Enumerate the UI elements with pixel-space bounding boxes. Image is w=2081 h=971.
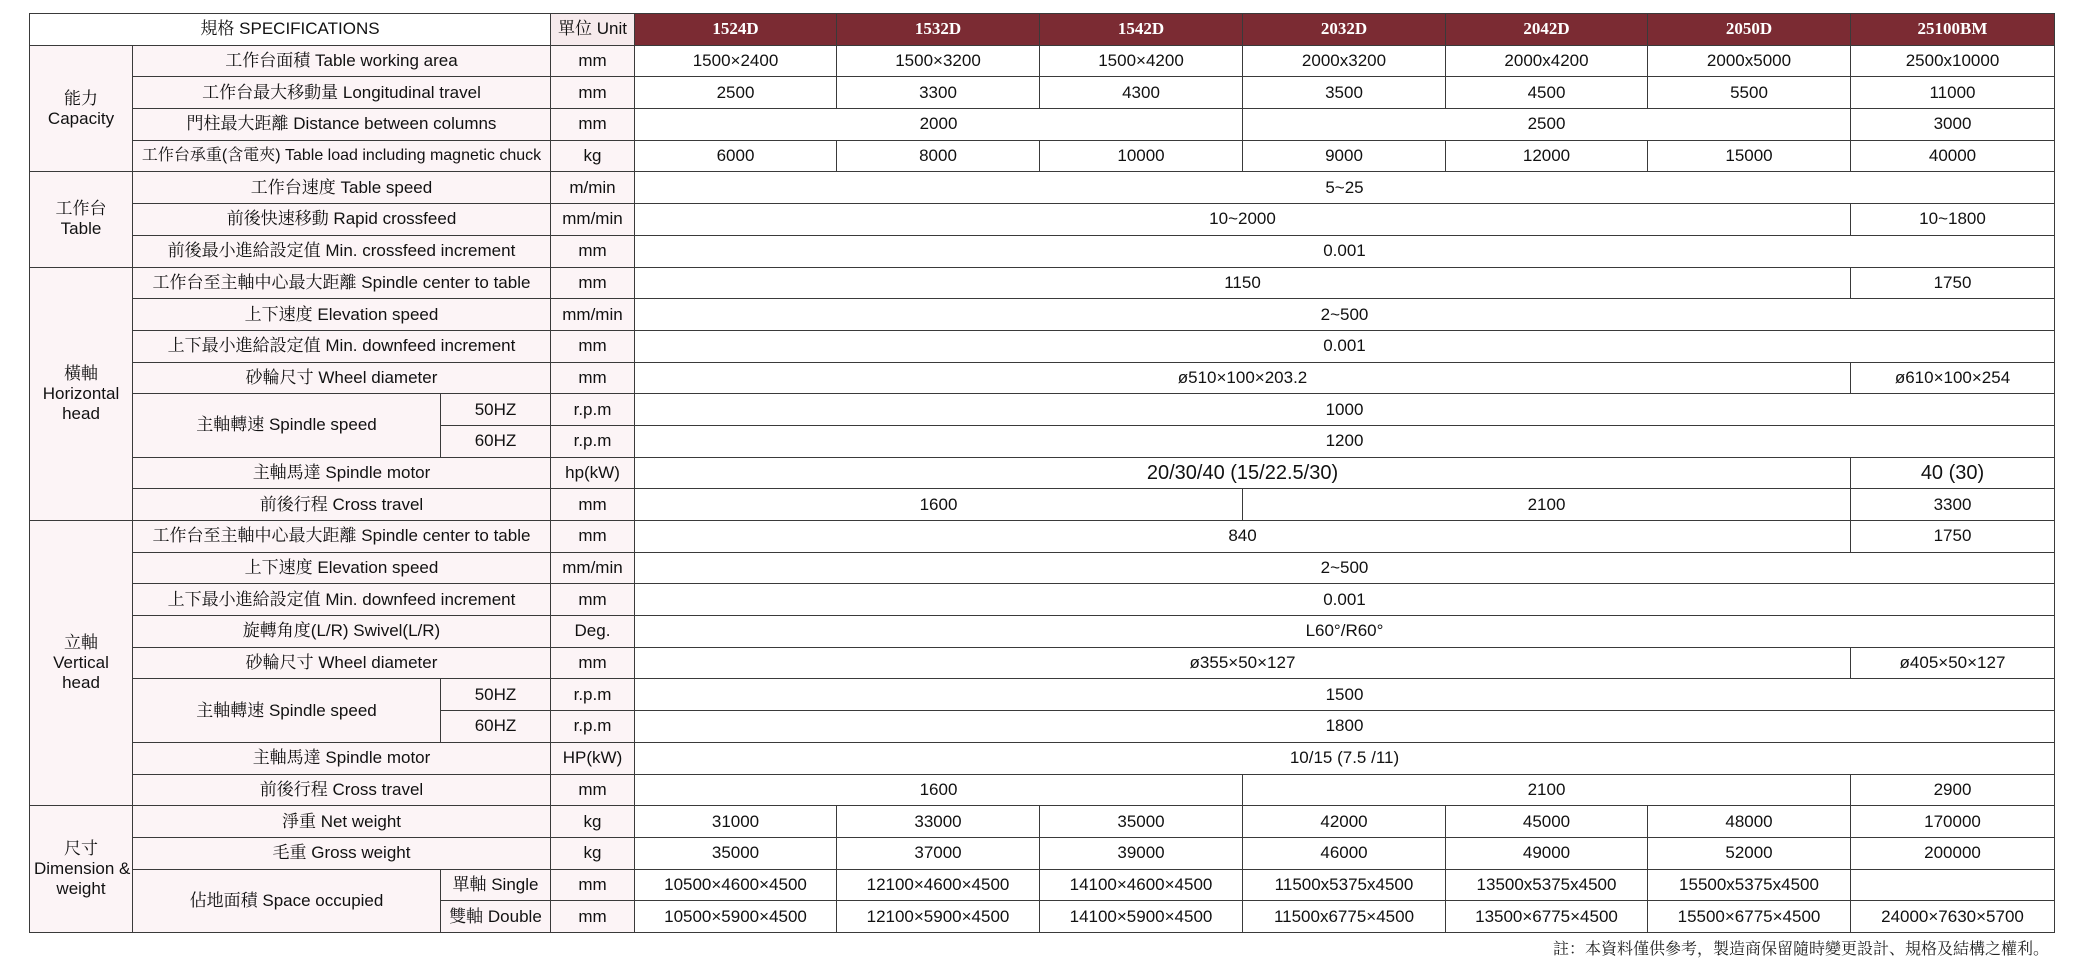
value-cell: 12100×4600×4500 (837, 869, 1040, 901)
value-cell: 12000 (1446, 140, 1648, 172)
row-h-cross-travel (30, 489, 2055, 521)
value-cell: 0.001 (635, 584, 2055, 616)
value-cell: 14100×4600×4500 (1040, 869, 1243, 901)
value-cell (1851, 869, 2055, 901)
value-cell: 2000x3200 (1243, 45, 1446, 77)
value-cell: 10~2000 (635, 204, 1851, 236)
value-cell: 1600 (635, 774, 1243, 806)
value-cell: 37000 (837, 837, 1040, 869)
value-cell: 20/30/40 (15/22.5/30) (635, 457, 1851, 489)
value-cell: 2~500 (635, 552, 2055, 584)
footnote: 註：本資料僅供參考，製造商保留隨時變更設計、規格及結構之權利。 (1552, 941, 2049, 958)
unit-cell: mm (551, 584, 635, 616)
label-distance-columns: 門柱最大距離 Distance between columns (133, 109, 551, 141)
row-v-elevation (30, 552, 2055, 584)
unit-cell: mm/min (551, 552, 635, 584)
row-v-swivel (30, 616, 2055, 648)
row-h-min-downfeed (30, 330, 2055, 362)
label-spindle-center: 工作台至主軸中心最大距離 Spindle center to table (133, 521, 551, 553)
value-cell: 10/15 (7.5 /11) (635, 742, 2055, 774)
specifications-table (29, 13, 2055, 933)
value-cell: 3000 (1851, 109, 2055, 141)
row-h-wheel (30, 362, 2055, 394)
value-cell: 10~1800 (1851, 204, 2055, 236)
header-row (30, 14, 2055, 46)
value-cell: 35000 (635, 837, 837, 869)
sub-single: 單軸 Single (441, 869, 551, 901)
group-capacity: 能力 Capacity (30, 45, 133, 172)
value-cell: ø355×50×127 (635, 647, 1851, 679)
row-gross-weight (30, 837, 2055, 869)
label-swivel: 旋轉角度(L/R) Swivel(L/R) (133, 616, 551, 648)
unit-cell: m/min (551, 172, 635, 204)
value-cell: 10500×4600×4500 (635, 869, 837, 901)
value-cell: ø610×100×254 (1851, 362, 2055, 394)
label-rapid-crossfeed: 前後快速移動 Rapid crossfeed (133, 204, 551, 236)
value-cell: 35000 (1040, 806, 1243, 838)
row-h-motor (30, 457, 2055, 489)
value-cell: 49000 (1446, 837, 1648, 869)
model-1542d: 1542D (1040, 14, 1243, 46)
unit-cell: mm/min (551, 204, 635, 236)
value-cell: 0.001 (635, 235, 2055, 267)
value-cell: 2000x4200 (1446, 45, 1648, 77)
row-min-crossfeed (30, 235, 2055, 267)
label-spindle-speed: 主軸轉速 Spindle speed (133, 394, 441, 457)
value-cell: 5~25 (635, 172, 2055, 204)
value-cell: 2100 (1243, 489, 1851, 521)
unit-cell: kg (551, 837, 635, 869)
unit-cell: mm (551, 77, 635, 109)
value-cell: 5500 (1648, 77, 1851, 109)
value-cell: 15000 (1648, 140, 1851, 172)
unit-cell: mm (551, 109, 635, 141)
sub-50hz: 50HZ (441, 679, 551, 711)
unit-cell: mm (551, 330, 635, 362)
row-space-single (30, 869, 2055, 901)
value-cell: 2500 (635, 77, 837, 109)
row-rapid-crossfeed (30, 204, 2055, 236)
value-cell: 15500×6775×4500 (1648, 901, 1851, 933)
value-cell: 13500x5375x4500 (1446, 869, 1648, 901)
group-horizontal-head: 橫軸 Horizontal head (30, 267, 133, 521)
value-cell: 15500x5375x4500 (1648, 869, 1851, 901)
model-1532d: 1532D (837, 14, 1040, 46)
label-elevation-speed: 上下速度 Elevation speed (133, 552, 551, 584)
value-cell: 42000 (1243, 806, 1446, 838)
unit-cell: mm (551, 901, 635, 933)
unit-cell: mm (551, 489, 635, 521)
row-v-min-downfeed (30, 584, 2055, 616)
value-cell: 1800 (635, 711, 2055, 743)
value-cell: 1150 (635, 267, 1851, 299)
value-cell: 48000 (1648, 806, 1851, 838)
value-cell: 1500×2400 (635, 45, 837, 77)
unit-cell: Deg. (551, 616, 635, 648)
value-cell: 2900 (1851, 774, 2055, 806)
unit-cell: mm/min (551, 299, 635, 331)
value-cell: 2~500 (635, 299, 2055, 331)
label-cross-travel: 前後行程 Cross travel (133, 489, 551, 521)
unit-cell: mm (551, 869, 635, 901)
unit-cell: mm (551, 521, 635, 553)
label-wheel-diameter: 砂輪尺寸 Wheel diameter (133, 362, 551, 394)
row-net-weight (30, 806, 2055, 838)
value-cell: 13500×6775×4500 (1446, 901, 1648, 933)
row-v-spindle-speed-50 (30, 679, 2055, 711)
value-cell: 11500x5375x4500 (1243, 869, 1446, 901)
label-table-speed: 工作台速度 Table speed (133, 172, 551, 204)
value-cell: 3300 (1851, 489, 2055, 521)
value-cell: 2500x10000 (1851, 45, 2055, 77)
value-cell: L60°/R60° (635, 616, 2055, 648)
value-cell: 4300 (1040, 77, 1243, 109)
label-min-downfeed: 上下最小進給設定值 Min. downfeed increment (133, 330, 551, 362)
row-longitudinal-travel (30, 77, 2055, 109)
value-cell: 4500 (1446, 77, 1648, 109)
sub-double: 雙軸 Double (441, 901, 551, 933)
value-cell: 2000 (635, 109, 1243, 141)
unit-cell: mm (551, 45, 635, 77)
value-cell: 1500 (635, 679, 2055, 711)
value-cell: 11500x6775×4500 (1243, 901, 1446, 933)
unit-cell: kg (551, 806, 635, 838)
row-h-spindle-speed-50 (30, 394, 2055, 426)
row-v-cross-travel (30, 774, 2055, 806)
value-cell: 0.001 (635, 330, 2055, 362)
label-spindle-center: 工作台至主軸中心最大距離 Spindle center to table (133, 267, 551, 299)
value-cell: 2000x5000 (1648, 45, 1851, 77)
value-cell: 3500 (1243, 77, 1446, 109)
label-spindle-speed: 主軸轉速 Spindle speed (133, 679, 441, 742)
row-distance-columns (30, 109, 2055, 141)
value-cell: 9000 (1243, 140, 1446, 172)
value-cell: 40 (30) (1851, 457, 2055, 489)
unit-cell: HP(kW) (551, 742, 635, 774)
unit-cell: kg (551, 140, 635, 172)
unit-cell: mm (551, 267, 635, 299)
unit-cell: r.p.m (551, 394, 635, 426)
value-cell: 200000 (1851, 837, 2055, 869)
unit-cell: mm (551, 647, 635, 679)
value-cell: ø510×100×203.2 (635, 362, 1851, 394)
value-cell: 46000 (1243, 837, 1446, 869)
value-cell: 170000 (1851, 806, 2055, 838)
unit-cell: mm (551, 362, 635, 394)
sub-60hz: 60HZ (441, 425, 551, 457)
unit-cell: r.p.m (551, 711, 635, 743)
label-working-area: 工作台面積 Table working area (133, 45, 551, 77)
row-table-speed (30, 172, 2055, 204)
value-cell: 33000 (837, 806, 1040, 838)
group-table: 工作台 Table (30, 172, 133, 267)
value-cell: 11000 (1851, 77, 2055, 109)
value-cell: 10000 (1040, 140, 1243, 172)
group-vertical-head: 立軸 Vertical head (30, 521, 133, 806)
model-25100bm: 25100BM (1851, 14, 2055, 46)
value-cell: 6000 (635, 140, 837, 172)
value-cell: 1600 (635, 489, 1243, 521)
value-cell: 52000 (1648, 837, 1851, 869)
unit-cell: mm (551, 235, 635, 267)
value-cell: 1000 (635, 394, 2055, 426)
model-2042d: 2042D (1446, 14, 1648, 46)
row-v-spindle-center (30, 521, 2055, 553)
value-cell: 12100×5900×4500 (837, 901, 1040, 933)
label-net-weight: 淨重 Net weight (133, 806, 551, 838)
label-spindle-motor: 主軸馬達 Spindle motor (133, 742, 551, 774)
label-space-occupied: 佔地面積 Space occupied (133, 869, 441, 932)
label-longitudinal-travel: 工作台最大移動量 Longitudinal travel (133, 77, 551, 109)
sub-50hz: 50HZ (441, 394, 551, 426)
value-cell: 24000×7630×5700 (1851, 901, 2055, 933)
label-wheel-diameter: 砂輪尺寸 Wheel diameter (133, 647, 551, 679)
value-cell: 31000 (635, 806, 837, 838)
value-cell: 45000 (1446, 806, 1648, 838)
row-h-spindle-center (30, 267, 2055, 299)
row-table-load (30, 140, 2055, 172)
value-cell: 1750 (1851, 267, 2055, 299)
value-cell: 1500×3200 (837, 45, 1040, 77)
value-cell: 10500×5900×4500 (635, 901, 837, 933)
label-gross-weight: 毛重 Gross weight (133, 837, 551, 869)
value-cell: 2500 (1243, 109, 1851, 141)
value-cell: 3300 (837, 77, 1040, 109)
value-cell: 8000 (837, 140, 1040, 172)
row-h-elevation (30, 299, 2055, 331)
unit-cell: mm (551, 774, 635, 806)
value-cell: 40000 (1851, 140, 2055, 172)
model-2032d: 2032D (1243, 14, 1446, 46)
value-cell: ø405×50×127 (1851, 647, 2055, 679)
value-cell: 840 (635, 521, 1851, 553)
sub-60hz: 60HZ (441, 711, 551, 743)
label-min-downfeed: 上下最小進給設定值 Min. downfeed increment (133, 584, 551, 616)
model-1524d: 1524D (635, 14, 837, 46)
label-min-crossfeed: 前後最小進給設定值 Min. crossfeed increment (133, 235, 551, 267)
unit-header: 單位 Unit (551, 14, 635, 46)
value-cell: 2100 (1243, 774, 1851, 806)
row-v-wheel (30, 647, 2055, 679)
model-2050d: 2050D (1648, 14, 1851, 46)
label-spindle-motor: 主軸馬達 Spindle motor (133, 457, 551, 489)
unit-cell: r.p.m (551, 425, 635, 457)
spec-sheet (29, 13, 2055, 933)
value-cell: 39000 (1040, 837, 1243, 869)
label-cross-travel: 前後行程 Cross travel (133, 774, 551, 806)
row-v-motor (30, 742, 2055, 774)
spec-header: 規格 SPECIFICATIONS (30, 14, 551, 46)
label-table-load: 工作台承重(含電夾) Table load including magnetic chuck (133, 140, 551, 172)
value-cell: 1500×4200 (1040, 45, 1243, 77)
row-working-area (30, 45, 2055, 77)
value-cell: 1200 (635, 425, 2055, 457)
label-elevation-speed: 上下速度 Elevation speed (133, 299, 551, 331)
value-cell: 1750 (1851, 521, 2055, 553)
unit-cell: hp(kW) (551, 457, 635, 489)
unit-cell: r.p.m (551, 679, 635, 711)
group-dimension-weight: 尺寸 Dimension & weight (30, 806, 133, 933)
value-cell: 14100×5900×4500 (1040, 901, 1243, 933)
